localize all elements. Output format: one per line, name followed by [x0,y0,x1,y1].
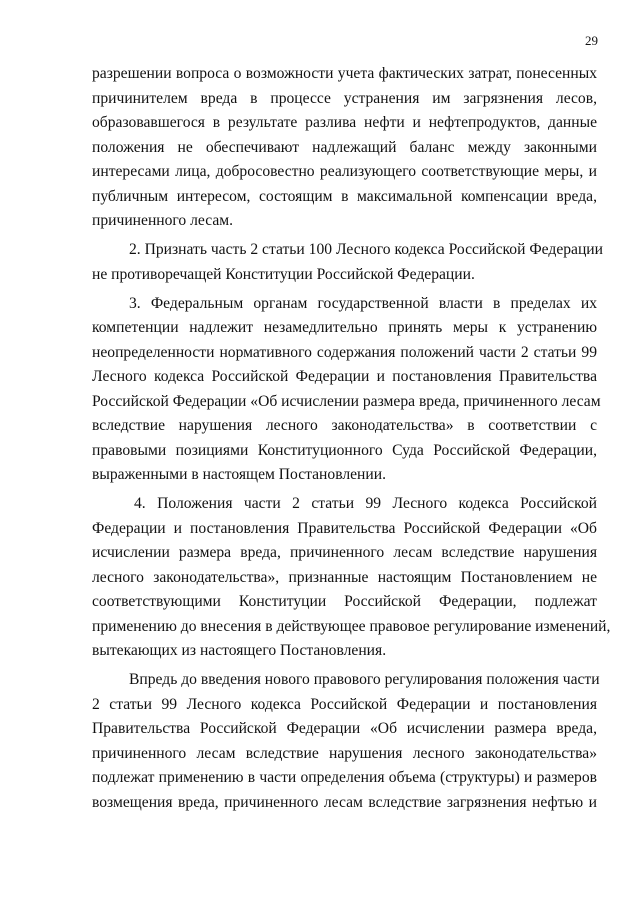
paragraph-line: правовыми позициями Конституционного Суда Российской Федерации, [92,441,597,459]
paragraph-line: компетенции надлежит незамедлительно принять меры к устранению [92,319,597,336]
paragraph-line: публичным интересом, состоящим в максимальной компенсации вреда, [92,187,597,205]
paragraph-line: 2 статьи 99 Лесного кодекса Российской Федерации и постановления [92,695,597,713]
paragraph-line: подлежат применению в части определения объема (структуры) и размеров [92,769,597,786]
paragraph-line: вытекающих из настоящего Постановления. [92,642,387,659]
paragraph-line: положения не обеспечивают надлежащий баланс между законными [92,138,597,156]
paragraph-line: причиненного лесам вследствие нарушения лесного законодательства» [92,744,597,762]
paragraph-p3 [92,292,601,488]
page-number: 29 [585,33,598,48]
paragraph-line: неопределенности нормативного содержания положений части 2 статьи 99 [92,343,597,361]
paragraph-p2 [92,238,603,287]
paragraph-line: возмещения вреда, причиненного лесам вследствие загрязнения нефтью и [92,793,597,811]
paragraph-p5 [92,668,600,815]
paragraph-line: лесного законодательства», признанные настоящим Постановлением не [92,568,597,586]
paragraph-line: Правительства Российской Федерации «Об исчислении размера вреда, [92,720,597,737]
paragraph-line: разрешении вопроса о возможности учета фактических затрат, понесенных [92,65,597,82]
paragraph-line: образовавшегося в результате разлива нефти и нефтепродуктов, данные [92,114,597,131]
paragraph-line: 3. Федеральным органам государственной власти в пределах их [129,294,597,312]
paragraph-line: Российской Федерации «Об исчислении размера вреда, причиненного лесам [92,392,601,410]
paragraph-line: не противоречащей Конституции Российской Федерации. [92,265,475,283]
paragraph-line: интересами лица, добросовестно реализующего соответствующие меры, и [92,163,597,180]
paragraph-line: исчислении размера вреда, причиненного лесам вследствие нарушения [92,544,597,561]
paragraph-p4 [92,492,611,664]
paragraph-line: выраженными в настоящем Постановлении. [92,466,386,483]
paragraph-line: 4. Положения части 2 статьи 99 Лесного кодекса Российской [134,495,597,512]
paragraph-p1 [92,62,597,234]
paragraph-line: причиненного лесам. [92,212,234,229]
paragraph-line: применению до внесения в действующее правовое регулирование изменений, [92,617,611,635]
paragraph-line: Впредь до введения нового правового регулирования положения части [129,671,600,688]
paragraph-line: соответствующими Конституции Российской Федерации, подлежат [92,593,597,610]
paragraph-line: причинителем вреда в процессе устранения им загрязнения лесов, [92,89,597,107]
paragraph-line: 2. Признать часть 2 статьи 100 Лесного кодекса Российской Федерации [129,241,603,258]
paragraph-line: Лесного кодекса Российской Федерации и постановления Правительства [92,368,597,385]
body-text [92,62,611,820]
paragraph-line: вследствие нарушения лесного законодательства» в соответствии с [92,417,597,434]
paragraph-line: Федерации и постановления Правительства Российской Федерации «Об [92,519,597,537]
